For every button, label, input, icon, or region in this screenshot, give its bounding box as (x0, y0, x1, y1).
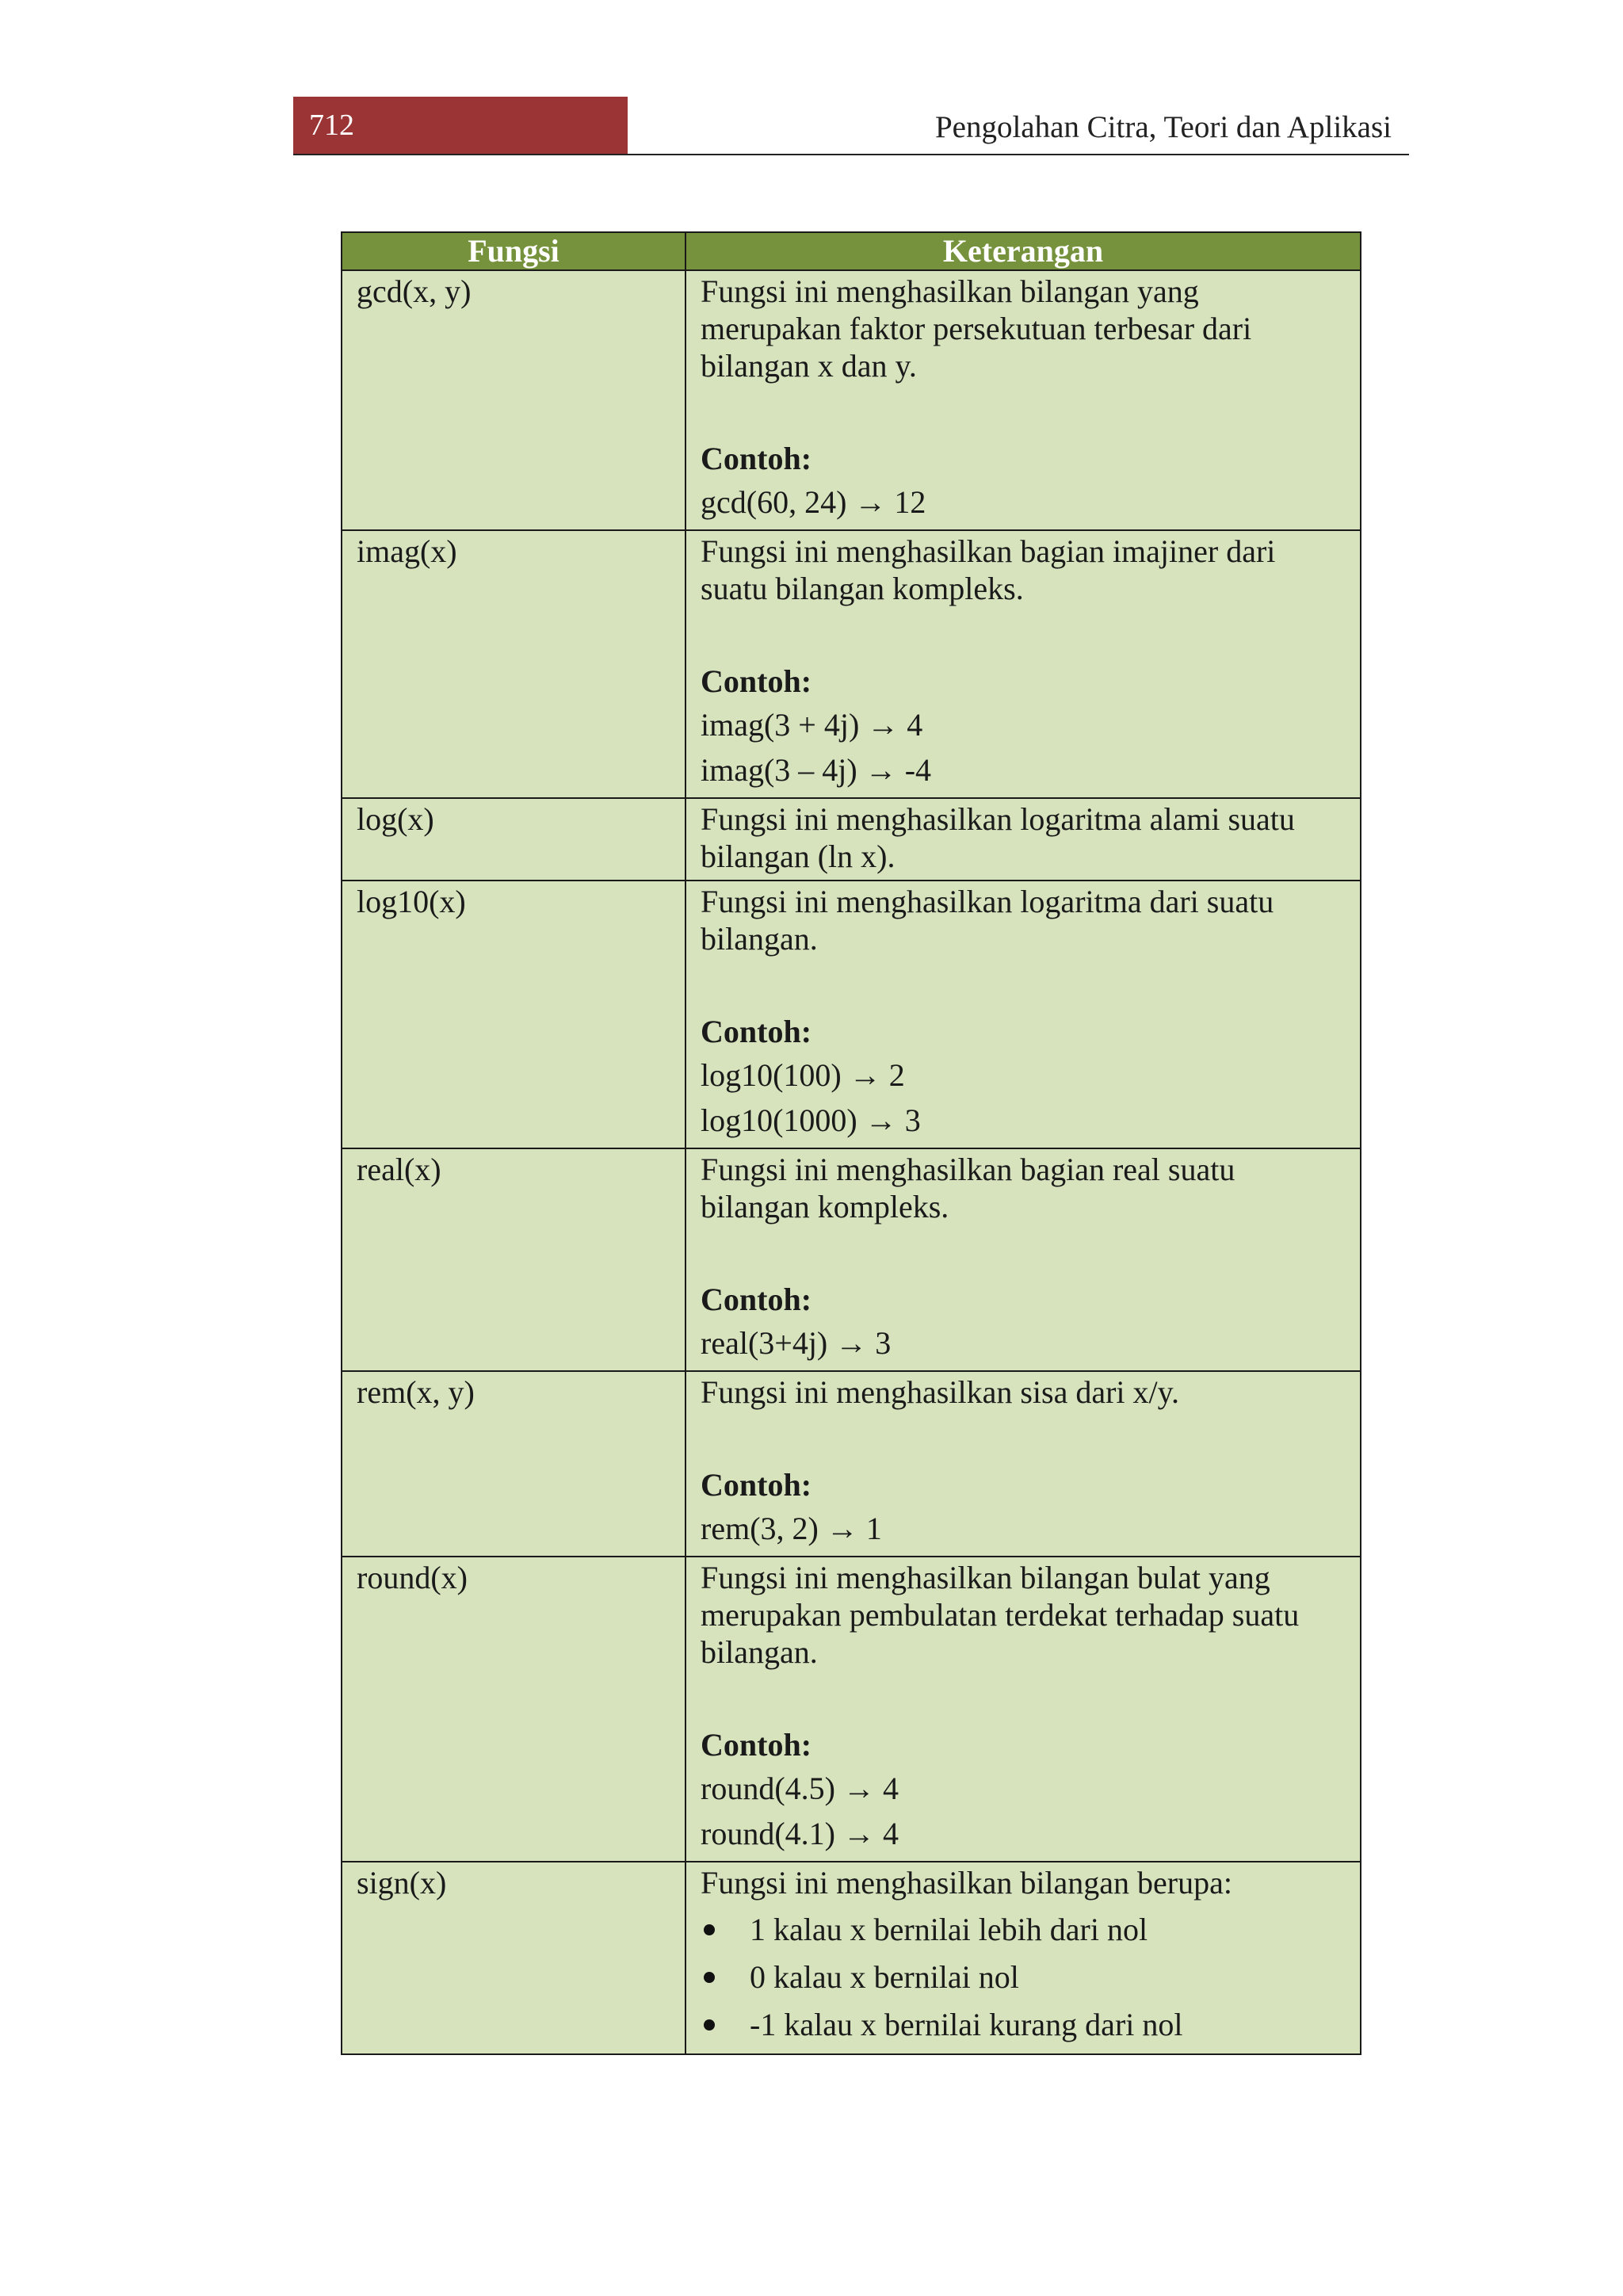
description-text: Fungsi ini menghasilkan bilangan yang merupakan faktor persekutuan terbesar dari bilangan x dan y. (701, 273, 1252, 384)
function-name: log10(x) (342, 881, 685, 1148)
description-cell (685, 798, 1361, 881)
bullet-text: -1 kalau x bernilai kurang dari nol (750, 2007, 1183, 2042)
function-name: rem(x, y) (342, 1371, 685, 1557)
table-row (342, 1862, 1361, 2054)
description-cell (685, 881, 1361, 1148)
example-line: real(3+4j) → 3 (701, 1325, 892, 1361)
bullet-item (701, 1954, 1346, 2001)
header-rule (293, 154, 1409, 155)
bullet-item (701, 1906, 1346, 1954)
function-name: sign(x) (342, 1862, 685, 2054)
function-name: gcd(x, y) (342, 270, 685, 530)
bullet-dot-icon (704, 2019, 715, 2030)
example-label: Contoh: (701, 441, 812, 476)
function-name: round(x) (342, 1557, 685, 1862)
function-table (341, 231, 1361, 2055)
bullet-list (701, 1906, 1346, 2049)
description-text: Fungsi ini menghasilkan sisa dari x/y. (701, 1374, 1180, 1410)
table-row (342, 1371, 1361, 1557)
table-row (342, 881, 1361, 1148)
bullet-item (701, 2001, 1346, 2049)
description-text: Fungsi ini menghasilkan bagian imajiner dari suatu bilangan kompleks. (701, 533, 1276, 606)
column-header-keterangan: Keterangan (685, 232, 1361, 270)
description-text: Fungsi ini menghasilkan logaritma dari suatu bilangan. (701, 884, 1274, 957)
function-name: log(x) (342, 798, 685, 881)
example-line: log10(100) → 2 (701, 1057, 905, 1093)
description-text: Fungsi ini menghasilkan logaritma alami suatu bilangan (ln x). (701, 801, 1295, 874)
table-row (342, 1148, 1361, 1371)
description-cell (685, 1371, 1361, 1557)
running-title: Pengolahan Citra, Teori dan Aplikasi (934, 110, 1392, 144)
example-line: imag(3 – 4j) → -4 (701, 752, 932, 788)
page-header (293, 97, 1409, 154)
description-cell (685, 530, 1361, 798)
function-name: real(x) (342, 1148, 685, 1371)
page-number: 712 (293, 97, 628, 154)
table-header-row (342, 232, 1361, 270)
description-cell (685, 270, 1361, 530)
description-text: Fungsi ini menghasilkan bagian real suatu bilangan kompleks. (701, 1152, 1235, 1224)
description-cell (685, 1148, 1361, 1371)
example-line: gcd(60, 24) → 12 (701, 484, 926, 520)
example-line: round(4.1) → 4 (701, 1816, 899, 1851)
table-row (342, 1557, 1361, 1862)
bullet-dot-icon (704, 1972, 715, 1983)
table-row (342, 798, 1361, 881)
example-line: log10(1000) → 3 (701, 1102, 921, 1138)
description-cell (685, 1862, 1361, 2054)
table-row (342, 530, 1361, 798)
function-name: imag(x) (342, 530, 685, 798)
bullet-dot-icon (704, 1924, 715, 1935)
example-label: Contoh: (701, 1282, 812, 1317)
example-line: rem(3, 2) → 1 (701, 1511, 882, 1546)
description-cell (685, 1557, 1361, 1862)
description-text: Fungsi ini menghasilkan bilangan bulat yang merupakan pembulatan terdekat terhadap suatu bilangan. (701, 1560, 1300, 1670)
description-text: Fungsi ini menghasilkan bilangan berupa: (701, 1865, 1232, 1901)
example-label: Contoh: (701, 1727, 812, 1763)
example-line: imag(3 + 4j) → 4 (701, 707, 923, 743)
table-row (342, 270, 1361, 530)
bullet-text: 1 kalau x bernilai lebih dari nol (750, 1912, 1148, 1947)
example-label: Contoh: (701, 663, 812, 699)
column-header-fungsi: Fungsi (342, 232, 685, 270)
example-label: Contoh: (701, 1014, 812, 1049)
bullet-text: 0 kalau x bernilai nol (750, 1959, 1019, 1995)
example-label: Contoh: (701, 1467, 812, 1503)
example-line: round(4.5) → 4 (701, 1771, 899, 1806)
